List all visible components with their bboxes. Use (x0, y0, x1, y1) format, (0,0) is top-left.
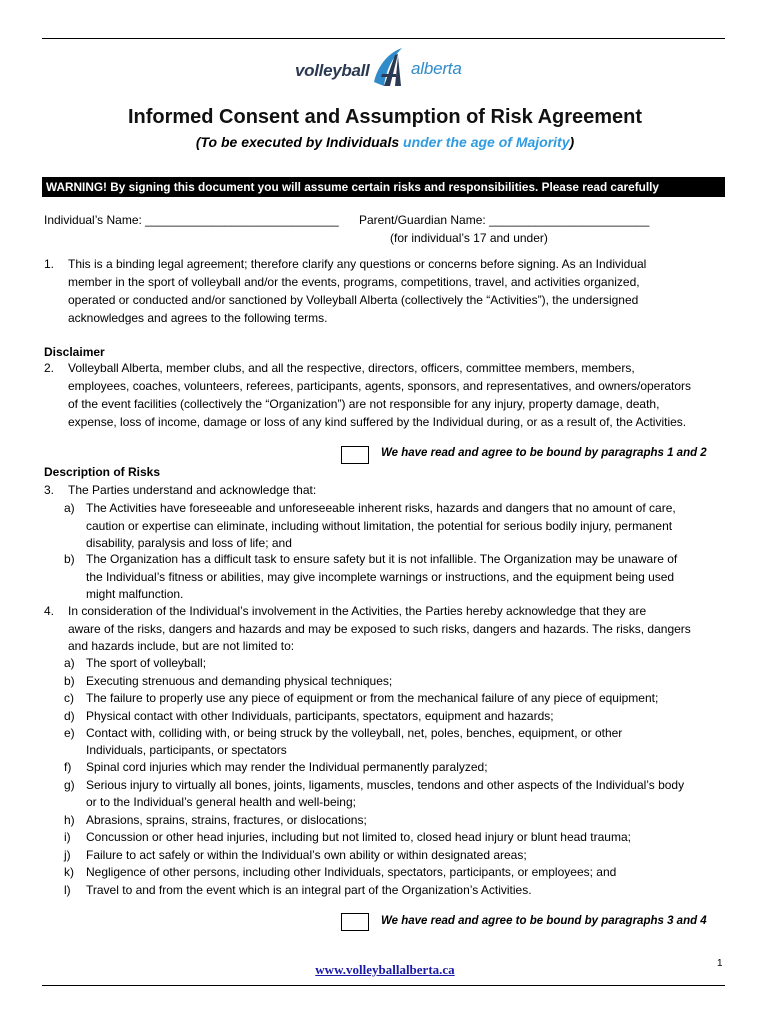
para1-line: operated or conducted and/or sanctioned by Volleyball Alberta (collectively the “Activities”), the undersigned (68, 293, 639, 307)
individual-name-field[interactable]: Individual’s Name: _____________________________ (44, 213, 339, 227)
agree-paragraphs-3-4-label: We have read and agree to be bound by paragraphs 3 and 4 (381, 915, 707, 927)
para4-item-label: b) (64, 674, 75, 688)
warning-banner: WARNING! By signing this document you will assume certain risks and responsibilities. Please read carefully (42, 177, 725, 197)
para4-item-line: Physical contact with other Individuals, participants, spectators, equipment and hazards; (86, 709, 554, 723)
para4-item-label: h) (64, 813, 75, 827)
para4-number: 4. (44, 604, 55, 618)
logo-a-icon (368, 46, 408, 92)
para4-item-label: a) (64, 656, 75, 670)
para3-item-label: b) (64, 552, 75, 566)
para1-number: 1. (44, 257, 55, 271)
footer-website-link[interactable]: www.volleyballalberta.ca (315, 962, 455, 977)
para4-item-line: Individuals, participants, or spectators (86, 743, 287, 757)
para3-item-line: the Individual’s fitness or abilities, may give incomplete warnings or instructions, and the equipment being used (86, 570, 675, 584)
para4-item-label: i) (64, 830, 71, 844)
para1-line: This is a binding legal agreement; therefore clarify any questions or concerns before signing. As an Individual (68, 257, 647, 271)
para4-item-label: l) (64, 883, 71, 897)
para2-line: of the event facilities (collectively the “Organization”) are not responsible for any injury, property damage, death, (68, 397, 660, 411)
para4-item-label: f) (64, 760, 72, 774)
volleyball-alberta-logo (0, 44, 770, 92)
para4-item-line: or to the Individual’s general health and well-being; (86, 795, 356, 809)
para4-item-line: Executing strenuous and demanding physical techniques; (86, 674, 393, 688)
para3-item-line: disability, paralysis and loss of life; and (86, 536, 292, 550)
para4-item-label: g) (64, 778, 75, 792)
para3-number: 3. (44, 483, 55, 497)
para2-line: Volleyball Alberta, member clubs, and all the respective, directors, officers, committee members, members, (68, 361, 635, 375)
para2-number: 2. (44, 361, 55, 375)
para4-item-label: c) (64, 691, 74, 705)
para3-item-line: might malfunction. (86, 587, 184, 601)
agree-paragraphs-3-4-checkbox[interactable] (341, 913, 369, 931)
para4-item-line: Negligence of other persons, including other Individuals, spectators, participants, or employees; and (86, 865, 617, 879)
risks-heading: Description of Risks (44, 465, 161, 479)
para1-line: acknowledges and agrees to the following terms. (68, 311, 328, 325)
para4-item-line: Serious injury to virtually all bones, joints, ligaments, muscles, tendons and other aspects of the Individual’s body (86, 778, 685, 792)
para4-item-line: Failure to act safely or within the Individual’s own ability or within designated areas; (86, 848, 527, 862)
para4-item-line: Concussion or other head injuries, including but not limited to, closed head injury or blunt head trauma; (86, 830, 631, 844)
para2-line: employees, coaches, volunteers, referees, participants, agents, sponsors, and representatives, and owners/operators (68, 379, 692, 393)
logo-word-volleyball: volleyball (295, 61, 370, 80)
bottom-rule (42, 985, 725, 986)
document-title: Informed Consent and Assumption of Risk Agreement (127, 106, 643, 128)
para4-item-label: k) (64, 865, 74, 879)
para4-line: and hazards include, but are not limited to: (68, 639, 295, 653)
parent-guardian-note: (for individual’s 17 and under) (390, 231, 548, 245)
para3-intro: The Parties understand and acknowledge that: (68, 483, 317, 497)
para4-item-line: The failure to properly use any piece of equipment or from the mechanical failure of any piece of equipment; (86, 691, 659, 705)
para4-item-label: d) (64, 709, 75, 723)
para4-line: aware of the risks, dangers and hazards and may be exposed to such risks, dangers and hazards. The risks, dangers (68, 622, 691, 636)
top-rule (42, 38, 725, 39)
para4-line: In consideration of the Individual’s involvement in the Activities, the Parties hereby acknowledge that they are (68, 604, 647, 618)
parent-guardian-name-field[interactable]: Parent/Guardian Name: ________________________ (359, 213, 650, 227)
logo-word-alberta: alberta (411, 59, 462, 78)
para4-item-line: The sport of volleyball; (86, 656, 207, 670)
disclaimer-heading: Disclaimer (44, 345, 105, 359)
para3-item-label: a) (64, 501, 75, 515)
page-number: 1 (717, 958, 723, 969)
para4-item-line: Abrasions, sprains, strains, fractures, or dislocations; (86, 813, 367, 827)
para3-item-line: The Organization has a difficult task to ensure safety but it is not infallible. The Organization may be unaware of (86, 552, 678, 566)
agree-paragraphs-1-2-checkbox[interactable] (341, 446, 369, 464)
agree-paragraphs-1-2-label: We have read and agree to be bound by paragraphs 1 and 2 (381, 447, 707, 459)
para4-item-line: Travel to and from the event which is an integral part of the Organization’s Activities. (86, 883, 532, 897)
para3-item-line: The Activities have foreseeable and unforeseeable inherent risks, hazards and dangers that no amount of care, (86, 501, 676, 515)
para2-line: expense, loss of income, damage or loss of any kind suffered by the Individual during, or as a result of, the Activities. (68, 415, 687, 429)
para4-item-label: e) (64, 726, 75, 740)
para4-item-line: Spinal cord injuries which may render the Individual permanently paralyzed; (86, 760, 488, 774)
para3-item-line: caution or expertise can eliminate, including without limitation, the potential for serious bodily injury, permanent (86, 519, 673, 533)
document-subtitle: (To be executed by Individuals under the age of Majority) (195, 134, 575, 150)
para4-item-line: Contact with, colliding with, or being struck by the volleyball, net, poles, benches, equipment, or other (86, 726, 623, 740)
para4-item-label: j) (64, 848, 71, 862)
para1-line: member in the sport of volleyball and/or the events, programs, competitions, travel, and activities organized, (68, 275, 640, 289)
